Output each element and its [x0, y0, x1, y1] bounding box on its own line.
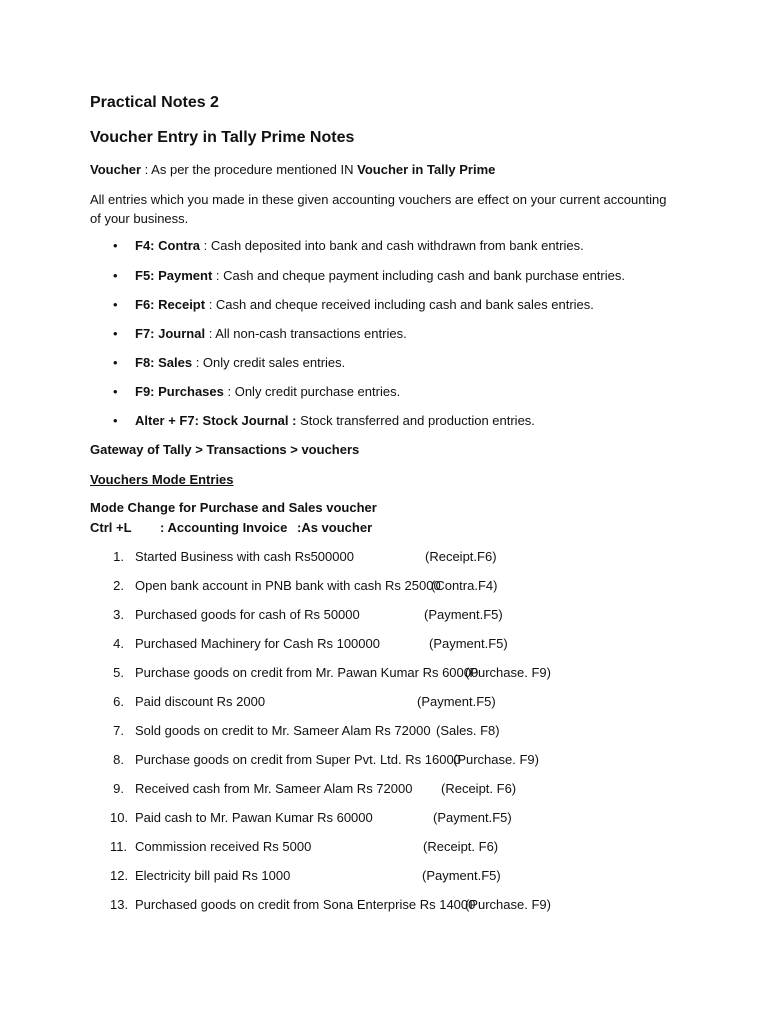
bullet-dot: •	[113, 384, 118, 399]
bullet-key: F9: Purchases	[135, 384, 224, 399]
entry-text: Purchased Machinery for Cash Rs 100000	[135, 636, 380, 651]
entry-mode: (Receipt. F6)	[423, 839, 499, 854]
entry-number: 6.	[113, 694, 124, 709]
bullet-key: F6: Receipt	[135, 297, 206, 312]
page-subtitle: Voucher Entry in Tally Prime Notes	[90, 129, 355, 146]
entry-number: 9.	[113, 781, 124, 796]
entry-text: Paid discount Rs 2000	[135, 694, 266, 709]
entry-mode: (Receipt.F6)	[425, 549, 497, 564]
page-title: Practical Notes 2	[90, 94, 219, 111]
bullet-desc: : Cash and cheque payment including cash and bank purchase entries.	[212, 268, 625, 283]
entry-number: 11.	[110, 839, 128, 854]
voucher-label: Voucher	[90, 162, 142, 177]
entry-number: 2.	[113, 578, 124, 593]
bullet-dot: •	[113, 326, 118, 341]
list-item	[0, 636, 768, 654]
ctrl-l-shortcut: Ctrl +L	[90, 520, 132, 535]
entry-mode: (Contra.F4)	[431, 578, 498, 593]
list-item	[0, 607, 768, 625]
voucher-def-text: : As per the procedure mentioned IN	[141, 162, 358, 177]
entry-number: 4.	[113, 636, 124, 651]
entry-number: 13.	[110, 897, 129, 912]
entry-number: 8.	[113, 752, 124, 767]
entry-mode: (Payment.F5)	[429, 636, 508, 651]
entry-text: Paid cash to Mr. Pawan Kumar Rs 60000	[135, 810, 373, 825]
entry-mode: (Purchase. F9)	[465, 665, 551, 680]
bullet-desc: Stock transferred and production entries.	[296, 413, 535, 428]
list-item	[0, 868, 768, 886]
entry-number: 10.	[110, 810, 129, 825]
entry-text: Purchase goods on credit from Super Pvt. Ltd. Rs 16000	[135, 752, 461, 767]
entry-text: Commission received Rs 5000	[135, 839, 312, 854]
accounting-invoice-option: : Accounting Invoice	[160, 520, 288, 535]
bullet-desc: : All non-cash transactions entries.	[205, 326, 407, 341]
bullet-dot: •	[113, 268, 118, 283]
entry-number: 7.	[113, 723, 124, 738]
mode-change-line: Mode Change for Purchase and Sales voucher	[90, 500, 377, 515]
bullet-dot: •	[113, 355, 118, 370]
entry-text: Sold goods on credit to Mr. Sameer Alam Rs 72000	[135, 723, 431, 738]
list-item	[0, 549, 768, 567]
list-item	[0, 897, 768, 915]
bullet-key: Alter + F7: Stock Journal :	[135, 413, 297, 428]
list-item	[0, 781, 768, 799]
list-item	[0, 839, 768, 857]
list-item	[0, 723, 768, 741]
entry-mode: (Sales. F8)	[436, 723, 500, 738]
bullet-desc: : Cash deposited into bank and cash withdrawn from bank entries.	[200, 238, 584, 253]
as-voucher-option: :As voucher	[297, 520, 373, 535]
list-item	[0, 665, 768, 683]
entry-number: 12.	[110, 868, 129, 883]
entry-number: 5.	[113, 665, 124, 680]
bullet-dot: •	[113, 238, 118, 253]
bullet-key: F8: Sales	[135, 355, 193, 370]
entry-text: Purchased goods on credit from Sona Enterprise Rs 14000	[135, 897, 476, 912]
entry-text: Open bank account in PNB bank with cash Rs 25000	[135, 578, 441, 593]
bullet-dot: •	[113, 413, 118, 428]
intro-paragraph: All entries which you made in these given accounting vouchers are effect on your current accounting of your business.	[90, 192, 667, 226]
entry-number: 3.	[113, 607, 124, 622]
gateway-path: Gateway of Tally > Transactions > vouchers	[90, 442, 360, 457]
entry-mode: (Payment.F5)	[422, 868, 501, 883]
list-item	[0, 578, 768, 596]
bullet-key: F4: Contra	[135, 238, 200, 253]
list-item	[0, 752, 768, 770]
entry-text: Electricity bill paid Rs 1000	[135, 868, 291, 883]
voucher-definition	[90, 162, 495, 177]
entry-number: 1.	[113, 549, 124, 564]
entry-text: Started Business with cash Rs500000	[135, 549, 354, 564]
modes-heading: Vouchers Mode Entries	[90, 472, 234, 487]
list-item	[0, 694, 768, 712]
list-item	[0, 810, 768, 828]
bullet-key: F5: Payment	[135, 268, 213, 283]
bullet-desc: : Only credit sales entries.	[192, 355, 346, 370]
bullet-dot: •	[113, 297, 118, 312]
entry-mode: (Payment.F5)	[433, 810, 512, 825]
entry-mode: (Purchase. F9)	[465, 897, 551, 912]
entry-text: Purchase goods on credit from Mr. Pawan Kumar Rs 60000	[135, 665, 479, 680]
voucher-link-text: Voucher in Tally Prime	[357, 162, 496, 177]
entry-text: Received cash from Mr. Sameer Alam Rs 72000	[135, 781, 413, 796]
entry-mode: (Purchase. F9)	[453, 752, 539, 767]
entry-mode: (Receipt. F6)	[441, 781, 517, 796]
bullet-desc: : Cash and cheque received including cash and bank sales entries.	[205, 297, 594, 312]
bullet-desc: : Only credit purchase entries.	[223, 384, 401, 399]
entry-mode: (Payment.F5)	[417, 694, 496, 709]
entry-text: Purchased goods for cash of Rs 50000	[135, 607, 360, 622]
bullet-key: F7: Journal	[135, 326, 206, 341]
entry-mode: (Payment.F5)	[424, 607, 503, 622]
